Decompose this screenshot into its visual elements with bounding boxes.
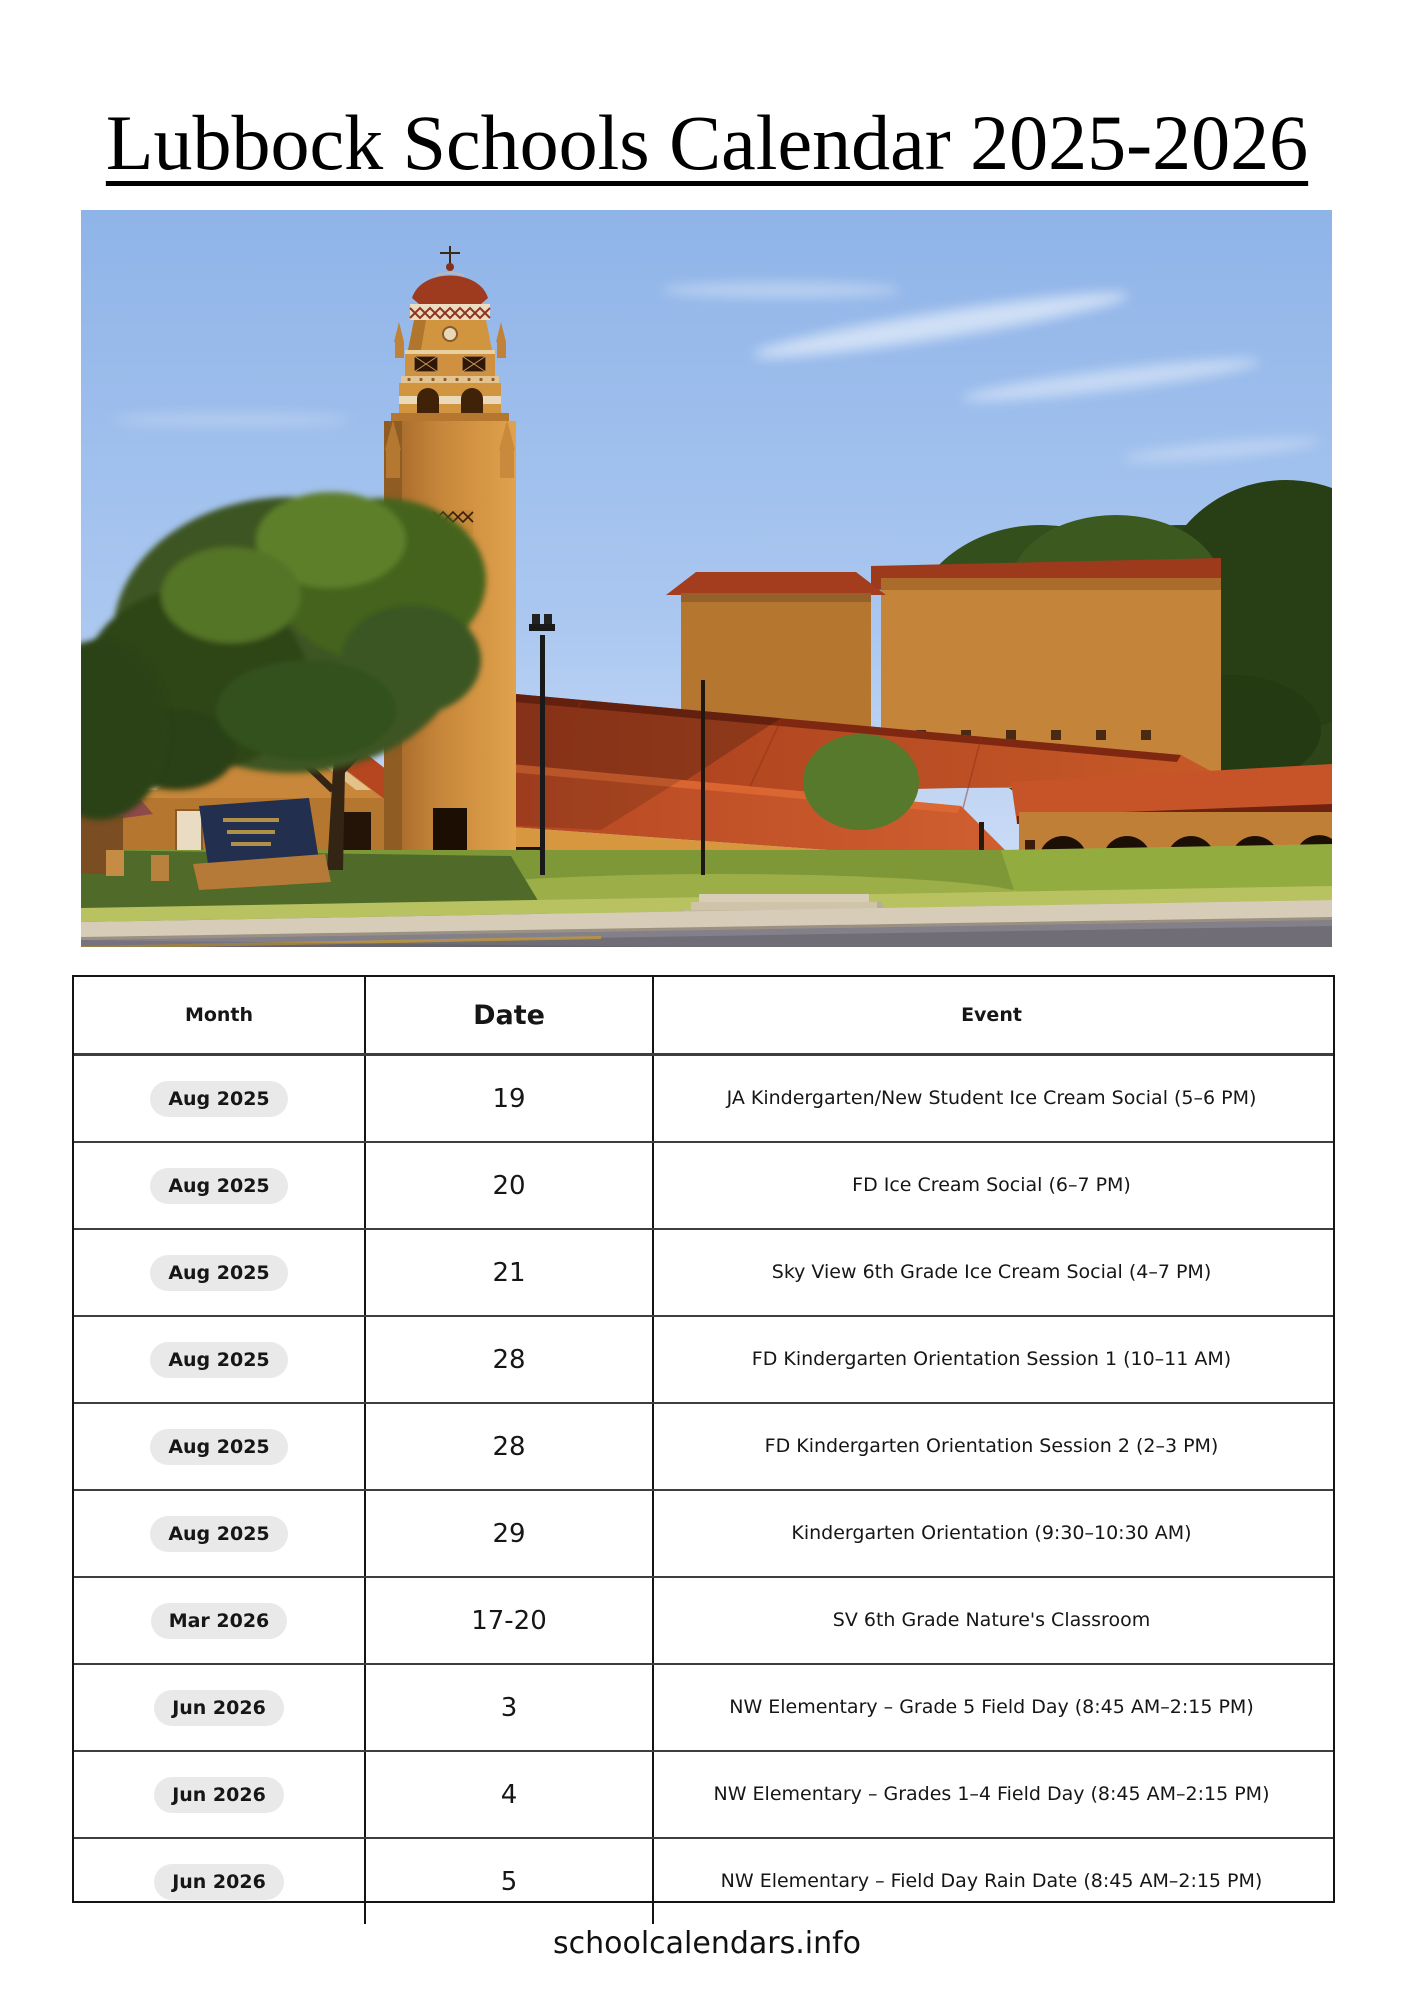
event-cell: NW Elementary – Grades 1–4 Field Day (8:45 AM–2:15 PM) [713,1783,1270,1806]
event-cell: FD Kindergarten Orientation Session 2 (2–3 PM) [764,1435,1219,1458]
table-header-row [74,977,1333,1054]
table-row [74,1315,1333,1402]
month-badge: Mar 2026 [151,1603,288,1639]
event-cell: JA Kindergarten/New Student Ice Cream Social (5–6 PM) [726,1087,1257,1110]
month-badge: Aug 2025 [150,1081,287,1117]
month-badge: Aug 2025 [150,1255,287,1291]
month-badge: Jun 2026 [154,1777,284,1813]
school-photo [81,210,1332,947]
month-cell [74,1839,366,1924]
event-cell: NW Elementary – Grade 5 Field Day (8:45 AM–2:15 PM) [729,1696,1254,1719]
month-badge: Aug 2025 [150,1168,287,1204]
calendar-table [72,975,1335,1903]
table-row [74,1054,1333,1141]
date-cell: 17-20 [366,1578,654,1663]
date-cell: 5 [366,1839,654,1924]
header-cell-event: Event [961,1004,1022,1026]
month-cell [74,1056,366,1141]
month-cell [74,1230,366,1315]
calendar-table-body [74,1054,1333,1924]
date-cell: 29 [366,1491,654,1576]
footer-site-name: schoolcalendars.info [552,1926,862,1961]
table-row [74,1576,1333,1663]
event-cell: Kindergarten Orientation (9:30–10:30 AM) [791,1522,1192,1545]
table-row [74,1750,1333,1837]
small-tree [803,734,919,830]
event-cell: Sky View 6th Grade Ice Cream Social (4–7 PM) [771,1261,1212,1284]
month-cell [74,1404,366,1489]
date-cell: 21 [366,1230,654,1315]
month-cell [74,1665,366,1750]
month-badge: Jun 2026 [154,1864,284,1900]
table-row [74,1663,1333,1750]
date-cell: 20 [366,1143,654,1228]
table-row [74,1837,1333,1924]
table-row [74,1141,1333,1228]
event-cell: FD Ice Cream Social (6–7 PM) [852,1174,1131,1197]
month-badge: Aug 2025 [150,1342,287,1378]
month-cell [74,1578,366,1663]
table-row [74,1228,1333,1315]
date-cell: 28 [366,1317,654,1402]
month-cell [74,1752,366,1837]
header-cell-month: Month [74,977,366,1053]
date-cell: 4 [366,1752,654,1837]
school-photo-illustration [81,210,1332,947]
date-cell: 28 [366,1404,654,1489]
month-badge: Aug 2025 [150,1429,287,1465]
month-cell [74,1491,366,1576]
header-cell-date: Date [366,977,654,1053]
event-cell: SV 6th Grade Nature's Classroom [832,1609,1151,1632]
event-cell: FD Kindergarten Orientation Session 1 (10–11 AM) [751,1348,1232,1371]
date-cell: 19 [366,1056,654,1141]
month-badge: Aug 2025 [150,1516,287,1552]
month-cell [74,1317,366,1402]
month-badge: Jun 2026 [154,1690,284,1726]
date-cell: 3 [366,1665,654,1750]
table-row [74,1489,1333,1576]
month-cell [74,1143,366,1228]
page-title: Lubbock Schools Calendar 2025-2026 [105,99,1309,187]
event-cell: NW Elementary – Field Day Rain Date (8:45 AM–2:15 PM) [720,1870,1263,1893]
table-row [74,1402,1333,1489]
